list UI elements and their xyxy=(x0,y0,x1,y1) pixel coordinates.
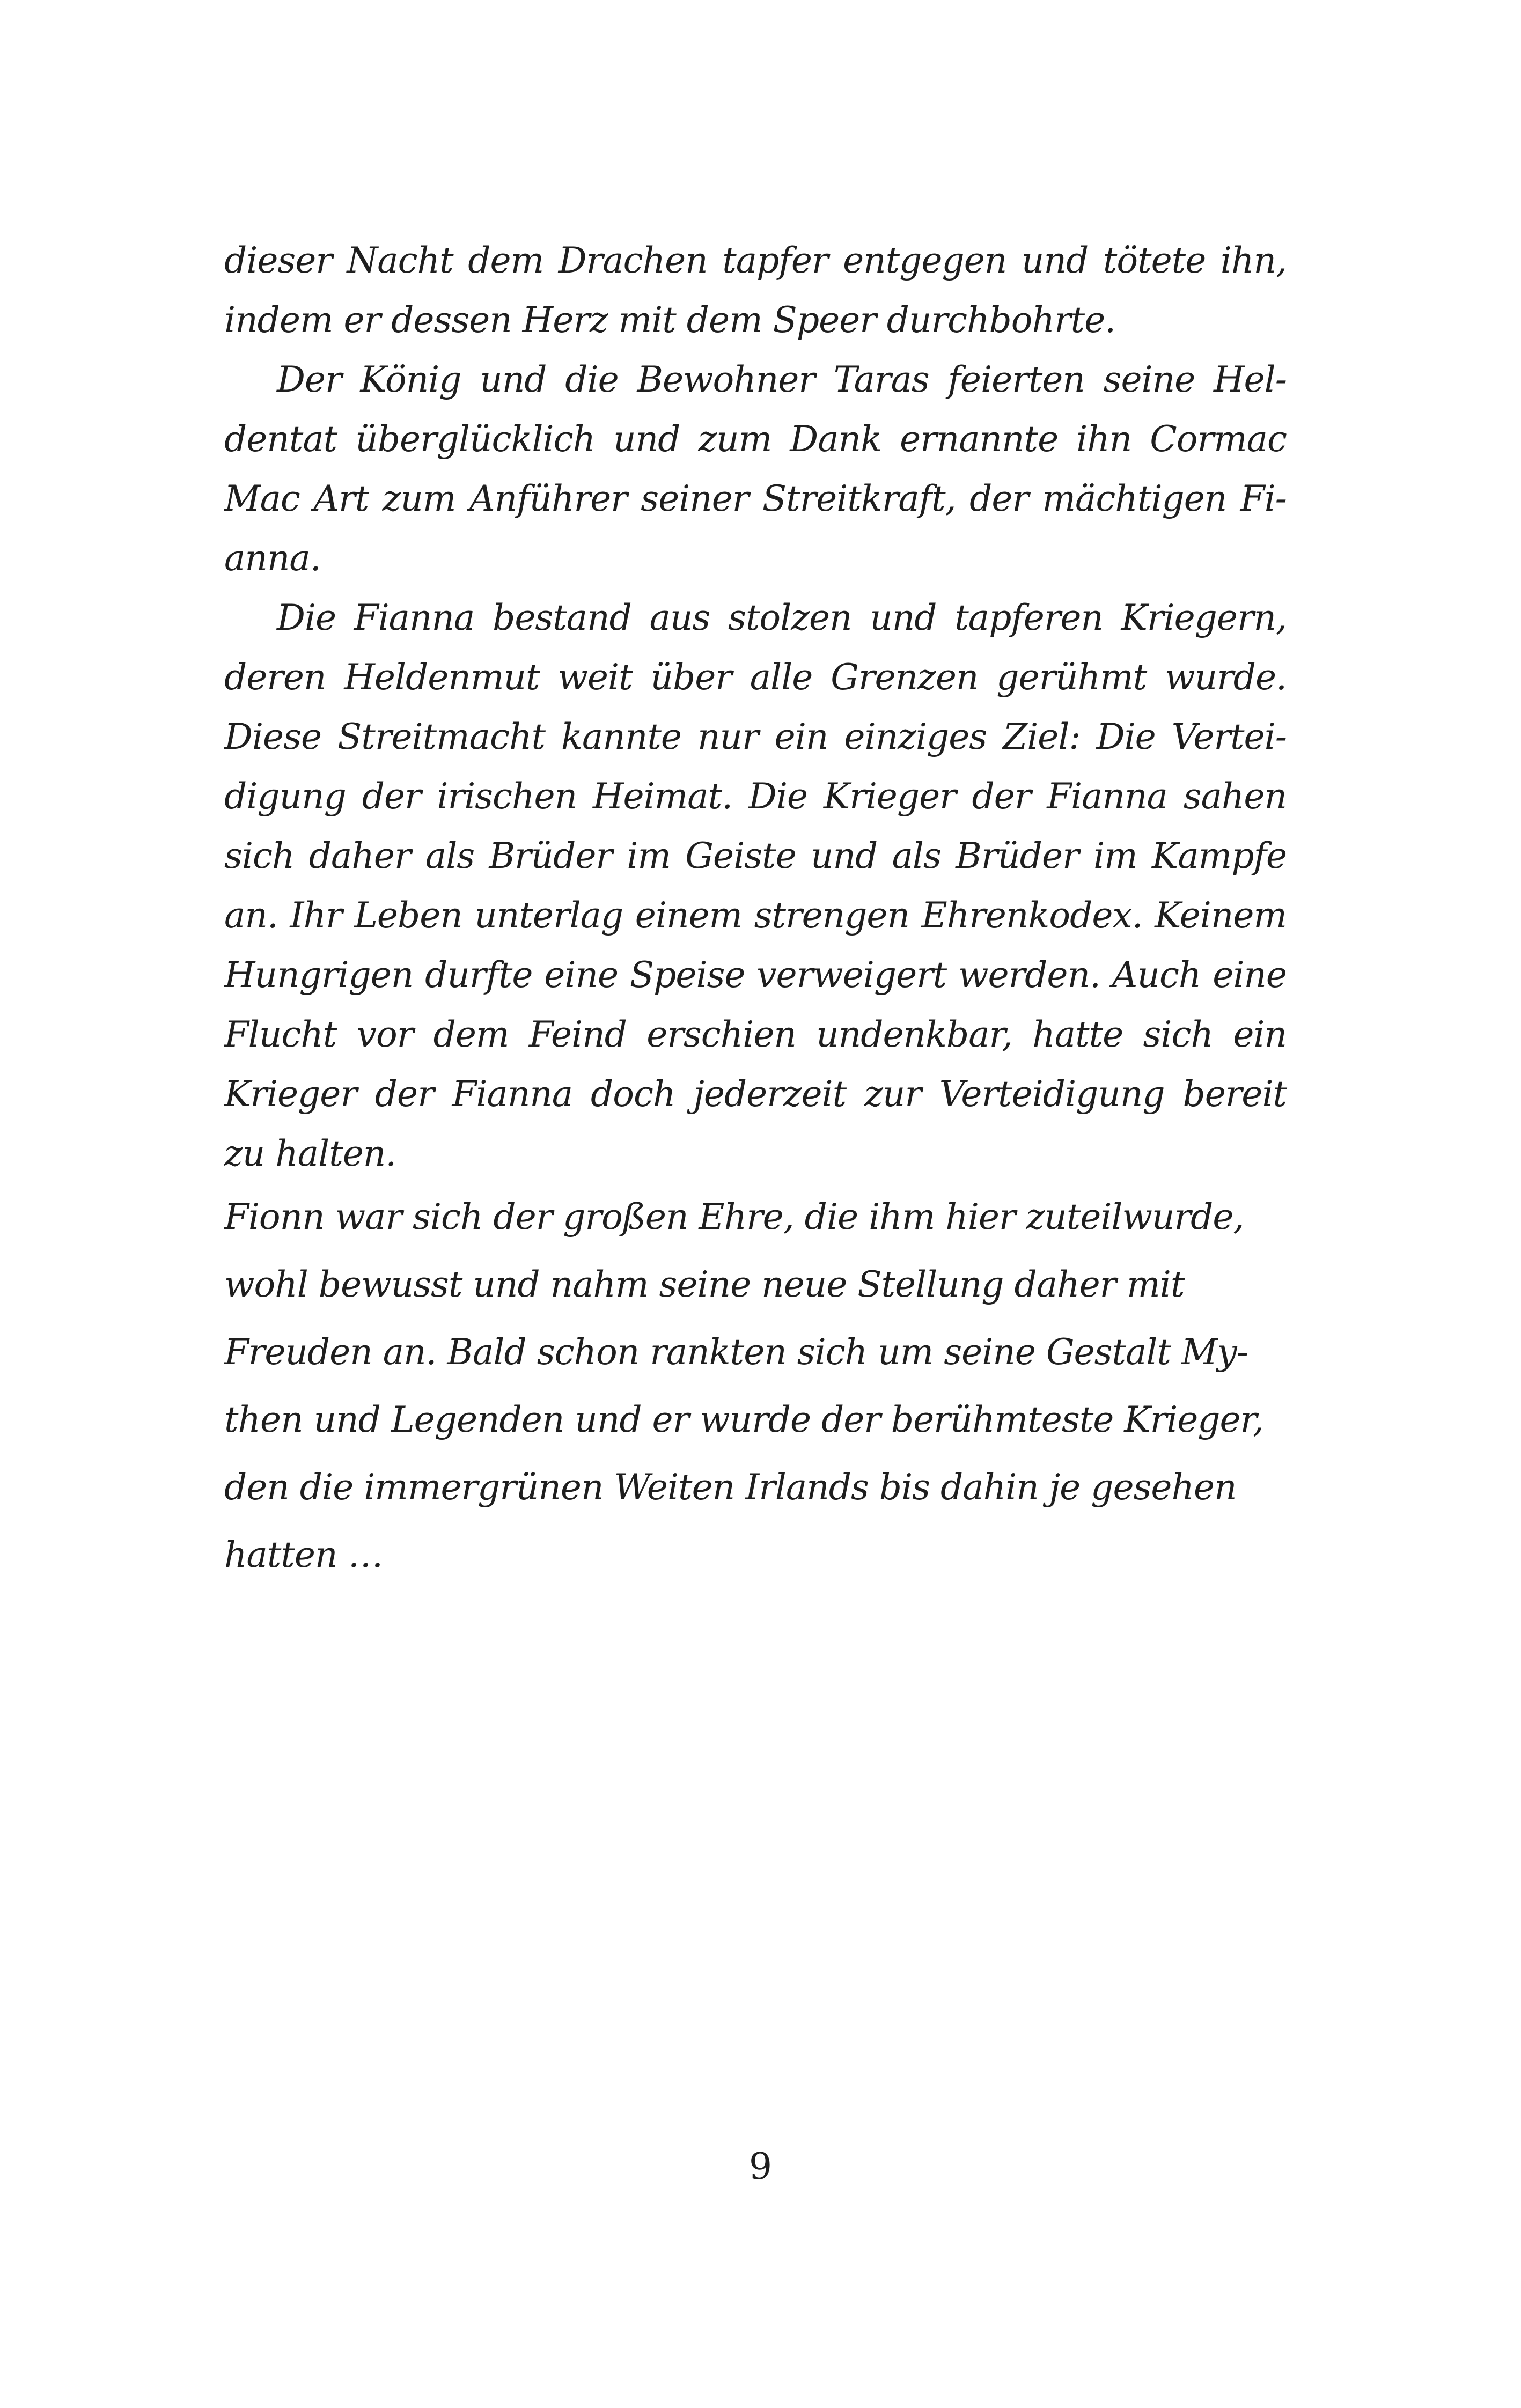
text-line: an. Ihr Leben unterlag einem strengen Ehrenkodex. Keinem xyxy=(224,895,1287,936)
text-line: Die Fianna bestand aus stolzen und tapferen Kriegern, xyxy=(277,597,1287,638)
text-line: dentat überglücklich und zum Dank ernannte ihn Cormac xyxy=(224,418,1287,460)
text-line: den die immergrünen Weiten Irlands bis dahin je gesehen xyxy=(224,1467,1237,1508)
paragraph xyxy=(224,588,1287,1183)
text-line: Mac Art zum Anführer seiner Streitkraft, der mächtigen Fi- xyxy=(224,478,1287,519)
text-line: Der König und die Bewohner Taras feierten seine Hel- xyxy=(277,359,1287,400)
text-line: indem er dessen Herz mit dem Speer durchbohrte. xyxy=(224,299,1116,341)
paragraph xyxy=(224,231,1287,350)
text-line: sich daher als Brüder im Geiste und als Brüder im Kampfe xyxy=(224,835,1287,877)
body-text xyxy=(224,231,1287,1589)
page-number: 9 xyxy=(748,2146,773,2188)
text-line: Diese Streitmacht kannte nur ein einziges Ziel: Die Vertei- xyxy=(224,716,1287,757)
paragraph xyxy=(224,1183,1287,1589)
text-line: then und Legenden und er wurde der berühmteste Krieger, xyxy=(224,1399,1263,1440)
text-line: digung der irischen Heimat. Die Krieger der Fianna sahen xyxy=(224,776,1287,817)
paragraph xyxy=(224,350,1287,588)
text-line: anna. xyxy=(224,537,321,579)
text-line: deren Heldenmut weit über alle Grenzen gerühmt wurde. xyxy=(224,657,1287,698)
text-line: Flucht vor dem Feind erschien undenkbar, hatte sich ein xyxy=(224,1014,1287,1055)
text-line: Freuden an. Bald schon rankten sich um seine Gestalt My- xyxy=(224,1331,1248,1373)
text-line: Hungrigen durfte eine Speise verweigert werden. Auch eine xyxy=(224,954,1287,996)
text-line: Krieger der Fianna doch jederzeit zur Verteidigung bereit xyxy=(224,1073,1287,1115)
text-line: Fionn war sich der großen Ehre, die ihm hier zuteilwurde, xyxy=(224,1196,1244,1238)
text-line: wohl bewusst und nahm seine neue Stellung daher mit xyxy=(224,1264,1185,1305)
text-line: hatten … xyxy=(224,1534,383,1575)
text-line: zu halten. xyxy=(224,1133,396,1174)
text-line: dieser Nacht dem Drachen tapfer entgegen und tötete ihn, xyxy=(224,240,1287,281)
